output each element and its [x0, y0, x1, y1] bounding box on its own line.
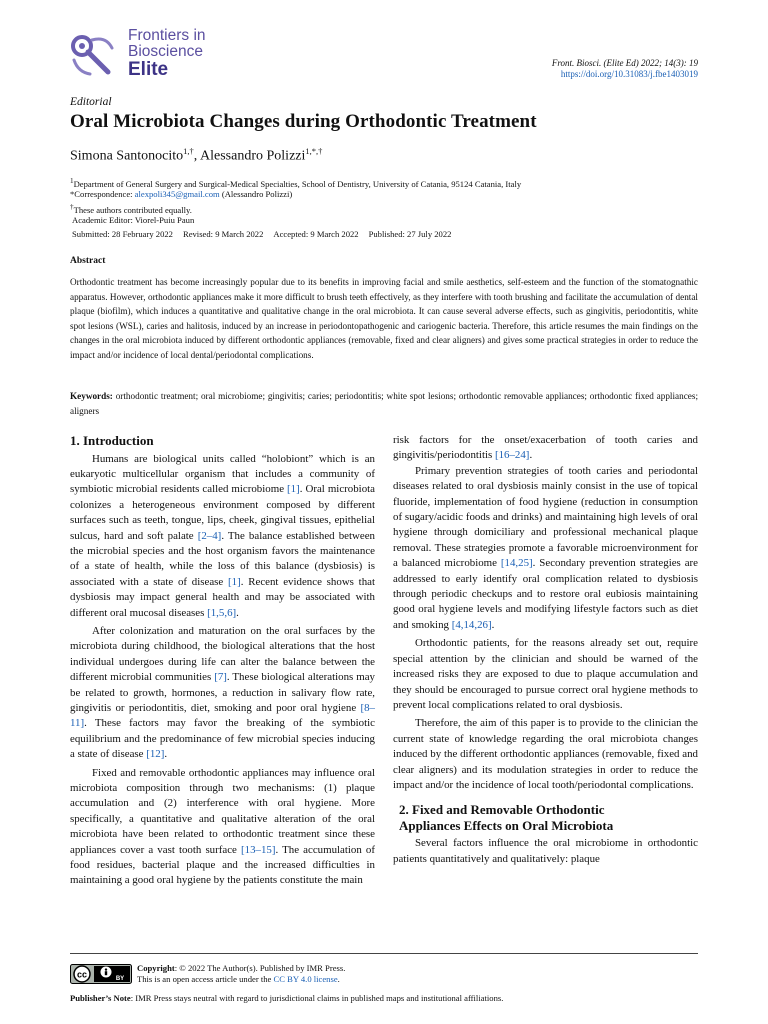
paragraph: Orthodontic patients, for the reasons already set out, require special attention by the clinician and should be warned of the increased risks they are exposed to due to plaque accumulation and they should be encouraged to pursue correct oral hygiene methods to prevent local complications related to oral dysbiosis. [393, 637, 698, 711]
citation-link[interactable]: [1] [228, 575, 241, 588]
section-heading-line: Appliances Effects on Oral Microbiota [399, 817, 614, 833]
logo-line-2: Bioscience [128, 43, 203, 60]
date-submitted: Submitted: 28 February 2022 [72, 229, 173, 239]
author-name: , Alessandro Polizzi [193, 148, 306, 164]
section-heading-2 [393, 802, 698, 833]
abstract-heading: Abstract [70, 256, 106, 266]
cc-by-label: BY [115, 976, 125, 982]
citation-link[interactable]: [8–11] [70, 702, 375, 730]
author-name: Simona Santonocito [70, 148, 184, 164]
journal-citation: Front. Biosci. (Elite Ed) 2022; 14(3): 19 [551, 58, 698, 68]
date-accepted: Accepted: 9 March 2022 [273, 229, 359, 239]
paragraph-text: . These biological alterations may be related to growth, hormones, a reduction in salivary flow rate, gingivitis or periodontitis, diet, smoking and poor oral hygiene [70, 671, 375, 714]
cc-by-license-icon[interactable] [70, 964, 132, 984]
citation-link[interactable]: [16–24] [494, 449, 530, 462]
license-text: This is an open access article under the [137, 974, 274, 984]
paragraph-text: Primary prevention strategies of tooth caries and periodontal diseases related to oral dysbiosis mainly consist in the use of topical fluoride, implementation of food hygiene (reduction in consumption of sugary/acidic foods and drinks) and maintaining high levels of oral hygiene through domiciliary and professional mechanical plaque removal. These strategies promote a favorable microenvironment for a balanced microbiome [393, 464, 698, 570]
correspondence [70, 189, 292, 200]
paragraph-text: . The accumulation of food residues, bacterial plaque and the increased difficulties in maintaining a good oral hygiene by the patients constitute the main [70, 843, 375, 887]
citation-link[interactable]: [7] [214, 671, 227, 684]
citation-link[interactable]: [1] [287, 483, 300, 496]
paragraph-text: . [164, 748, 168, 761]
paragraph [70, 624, 375, 763]
paragraph-text: . [236, 606, 239, 619]
citation-link[interactable]: [13–15] [241, 843, 276, 856]
correspondence-label: *Correspondence: [70, 189, 135, 199]
keywords-list: orthodontic treatment; oral microbiome; gingivitis; caries; periodontitis; white spot lesions; orthodontic removable appliances; orthodontic fixed appliances; aligners [70, 391, 698, 416]
paragraph-text: . Secondary prevention strategies are addressed to early identify oral complication related to dysbiosis through periodic checkups and to restore oral eubiosis maintaining good oral hygiene levels and modifying lifestyle factors such as diet and smoking [393, 557, 699, 631]
affiliation [70, 176, 521, 190]
license-text-end: . [337, 974, 340, 984]
date-revised: Revised: 9 March 2022 [182, 229, 264, 239]
paragraph-text: Humans are biological units called “holobiont” which is an eukaryotic multicellular organism that includes a community of symbiotic microbial residents called microbiome [70, 452, 375, 496]
article-type: Editorial [70, 96, 112, 108]
publisher-note-text: : IMR Press stays neutral with regard to jurisdictional claims in published maps and institutional affiliations. [130, 993, 504, 1003]
journal-logo [68, 28, 268, 82]
citation-link[interactable]: [14,25] [500, 557, 533, 570]
keywords-label: Keywords: [70, 391, 113, 401]
license-link[interactable]: CC BY 4.0 license [273, 974, 338, 984]
logo-icon [68, 30, 122, 78]
paragraph-text: . [529, 449, 533, 462]
citation-link[interactable]: [12] [146, 748, 165, 761]
equal-contribution-note [70, 202, 192, 216]
paragraph-text: After colonization and maturation on the oral surfaces by the microbiota during childhood, the biological alterations that the host individual undergoes during life can alter the balance between the different microbial communities [70, 624, 375, 684]
paragraph: Several factors influence the oral microbiome in orthodontic patients quantitatively and qualitatively: plaque [393, 837, 698, 865]
paragraph-text: . These factors may favor the breaking of the symbiotic equilibrium and the predominance of few microbial species inducing a state of disease [70, 717, 375, 761]
affiliation-text: Department of General Surgery and Surgical-Medical Specialties, School of Dentistry, University of Catania, 95124 Catania, Italy [73, 178, 522, 189]
equal-note-text: These authors contributed equally. [73, 204, 192, 215]
body-column-right [393, 433, 698, 867]
author-list [70, 146, 322, 165]
doi-link[interactable]: https://doi.org/10.31083/j.fbe1403019 [560, 69, 698, 79]
section-heading-introduction: 1. Introduction [70, 433, 154, 448]
affiliation-marker: 1 [70, 177, 74, 185]
copyright-line [137, 963, 345, 974]
paragraph-text: . The balance established between the microbial species and the host organism favors the maintenance of a state of health, while the loss of this balance (dysbiosis) is associated with a state of disease [70, 529, 375, 588]
citation-link[interactable]: [2–4] [197, 529, 222, 542]
copyright-label: Copyright [137, 963, 175, 973]
copyright-text: : © 2022 The Author(s). Published by IMR Press. [174, 963, 346, 973]
footer-divider [70, 953, 698, 954]
publisher-note-label: Publisher’s Note [70, 993, 131, 1003]
abstract-text: Orthodontic treatment has become increasingly popular due to its benefits in improving facial and smile aesthetics, self-esteem and the function of the stomatognathic apparatus. However, orthodontic appliances make it more difficult to brush teeth effectively, as they interfere with tooth brushing and facilitate the accumulation of dental plaque (biofilm), which induces a quantitative and qualitative change in the oral microbiota. It can cause several adverse effects, such as gingivitis, periodontitis, white spot lesions (WSL), caries and halitosis, induced by an increase in periodontopathogenic and cariogenic bacteria. Therefore, this article resumes the main findings on the changes in the oral microbiota induced by different orthodontic appliances (removable, fixed and clear aligners) and gives some practical strategies in order to reduce the impact and/or incidence of local dental/periodontal complications. [70, 277, 698, 360]
date-published: Published: 27 July 2022 [368, 229, 452, 239]
author-marker: 1,† [183, 146, 194, 156]
paragraph-text: Fixed and removable orthodontic appliances may influence oral microbiota composition through two mechanisms: (1) plaque accumulation and (2) interference with oral hygiene. More specifically, a quantitative and qualitative alteration of the oral microbiota have been related to orthodontic treatment since these appliances cover a vast tooth surface [70, 766, 375, 856]
paragraph-text: . Recent evidence shows that dysbiosis may impact general health and may be associated with different oral mucosal diseases [70, 575, 376, 619]
keywords [70, 389, 698, 418]
paragraph-text: risk factors for the onset/exacerbation of tooth caries and gingivitis/periodontitis [393, 434, 698, 462]
article-title: Oral Microbiota Changes during Orthodontic Treatment [70, 111, 537, 132]
logo-line-3: Elite [128, 59, 169, 80]
logo-line-1: Frontiers in [128, 27, 206, 44]
citation-link[interactable]: [1,5,6] [207, 606, 237, 619]
paragraph [393, 433, 698, 464]
license-line [137, 974, 345, 985]
journal-citation-block [552, 58, 698, 80]
body-column-left [70, 433, 375, 889]
paragraph-text: . [491, 618, 495, 631]
copyright-block [137, 963, 345, 985]
dagger-marker: † [70, 203, 74, 211]
paragraph [70, 766, 375, 889]
author-marker: 1,*,† [305, 146, 323, 156]
paragraph [70, 452, 375, 621]
cc-label: cc [76, 969, 88, 980]
academic-editor: Academic Editor: Viorel-Puiu Paun [72, 215, 195, 225]
paragraph [393, 464, 698, 633]
article-dates [72, 229, 461, 240]
citation-link[interactable]: [4,14,26] [451, 618, 492, 631]
paragraph: Therefore, the aim of this paper is to provide to the clinician the current state of knowledge regarding the oral microbiota changes induced by the different orthodontic appliances (removable, fixed and clear aligners) and its modulation strategies in order to reduce the impact and/or the incidence of local tooth/periodontal complications. [393, 717, 698, 791]
paragraph-text: . Oral microbiota colonizes a heterogeneous environment composed by different surfaces such as teeth, tongue, lips, cheek, gingival tissues, epithelial sulcus, hard and soft palate [70, 483, 376, 542]
publisher-note [70, 993, 503, 1003]
section-heading-line: 2. Fixed and Removable Orthodontic [399, 802, 605, 818]
correspondence-email-link[interactable]: alexpoli345@gmail.com [134, 189, 220, 199]
correspondence-name: (Alessandro Polizzi) [219, 189, 293, 199]
